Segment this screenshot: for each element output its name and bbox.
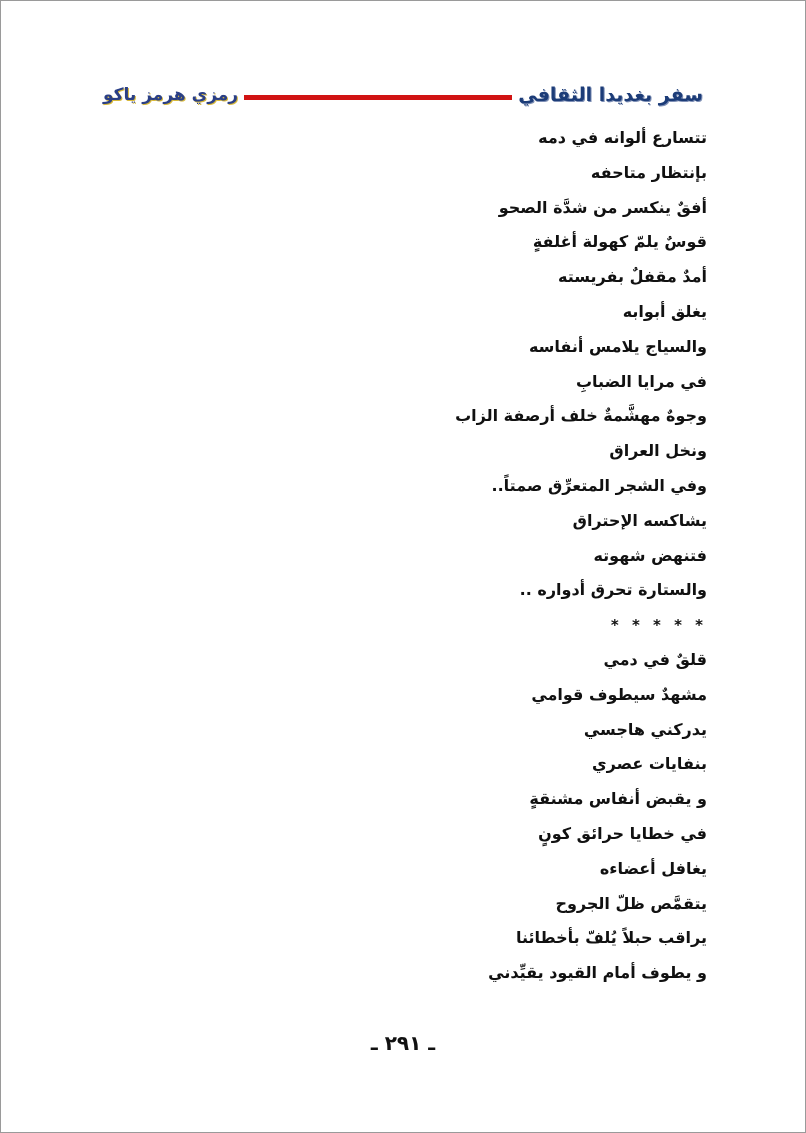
- poem-line: في مرايا الضبابِ: [575, 371, 707, 391]
- poem-line: و يطوف أمام القيود يقيِّدني: [488, 963, 707, 983]
- poem-line: يتقمَّص ظلّ الجروح: [555, 893, 707, 913]
- running-header: [97, 81, 709, 113]
- poem-line: يغافل أعضاءه: [599, 858, 707, 878]
- author-name: رمزي هرمز ياكو: [97, 82, 244, 108]
- section-separator: * * * * *: [610, 616, 707, 635]
- poem-line: وجوهٌ مهشَّمةٌ خلف أرصفة الزاب: [455, 406, 707, 426]
- poem-line: والسياج يلامس أنفاسه: [528, 336, 707, 356]
- poem-line: يشاكسه الإحتراق: [572, 510, 707, 530]
- poem-line: وفي الشجر المتعرِّق صمتاً..: [491, 475, 707, 495]
- poem-line: يدركني هاجسي: [583, 719, 707, 739]
- book-title: سفر بغديدا الثقافي: [512, 82, 709, 108]
- poem-line: في خطايا حرائق كونٍ: [538, 823, 707, 843]
- poem-line: و يقبض أنفاس مشنقةٍ: [529, 789, 707, 809]
- poem-line: يغلق أبوابه: [622, 301, 707, 321]
- page-number: ـ ٢٩١ ـ: [370, 1031, 436, 1055]
- poem-line: بنفايات عصري: [591, 754, 707, 774]
- poem-body: [277, 121, 707, 991]
- poem-line: قلقٌ في دمي: [603, 649, 707, 669]
- poem-line: أمدٌ مقفلٌ بفريسته: [558, 267, 707, 287]
- poem-line: بإنتظار متاحفه: [590, 162, 707, 182]
- poem-line: يراقب حبلاً يُلفّ بأخطائنا: [515, 928, 707, 948]
- poem-line: تتسارع ألوانه في دمه: [538, 128, 707, 147]
- poem-line: مشهدٌ سيطوف قوامي: [531, 684, 707, 704]
- poem-line: والستارة تحرق أدواره ..: [519, 580, 707, 600]
- poem-line: أفقٌ ينكسر من شدَّة الصحو: [498, 197, 707, 217]
- poem-line: ونخل العراق: [609, 441, 707, 461]
- poem-line: قوسٌ يلمّ كهولة أغلفةٍ: [532, 232, 707, 252]
- poem-line: فتنهض شهوته: [593, 545, 707, 565]
